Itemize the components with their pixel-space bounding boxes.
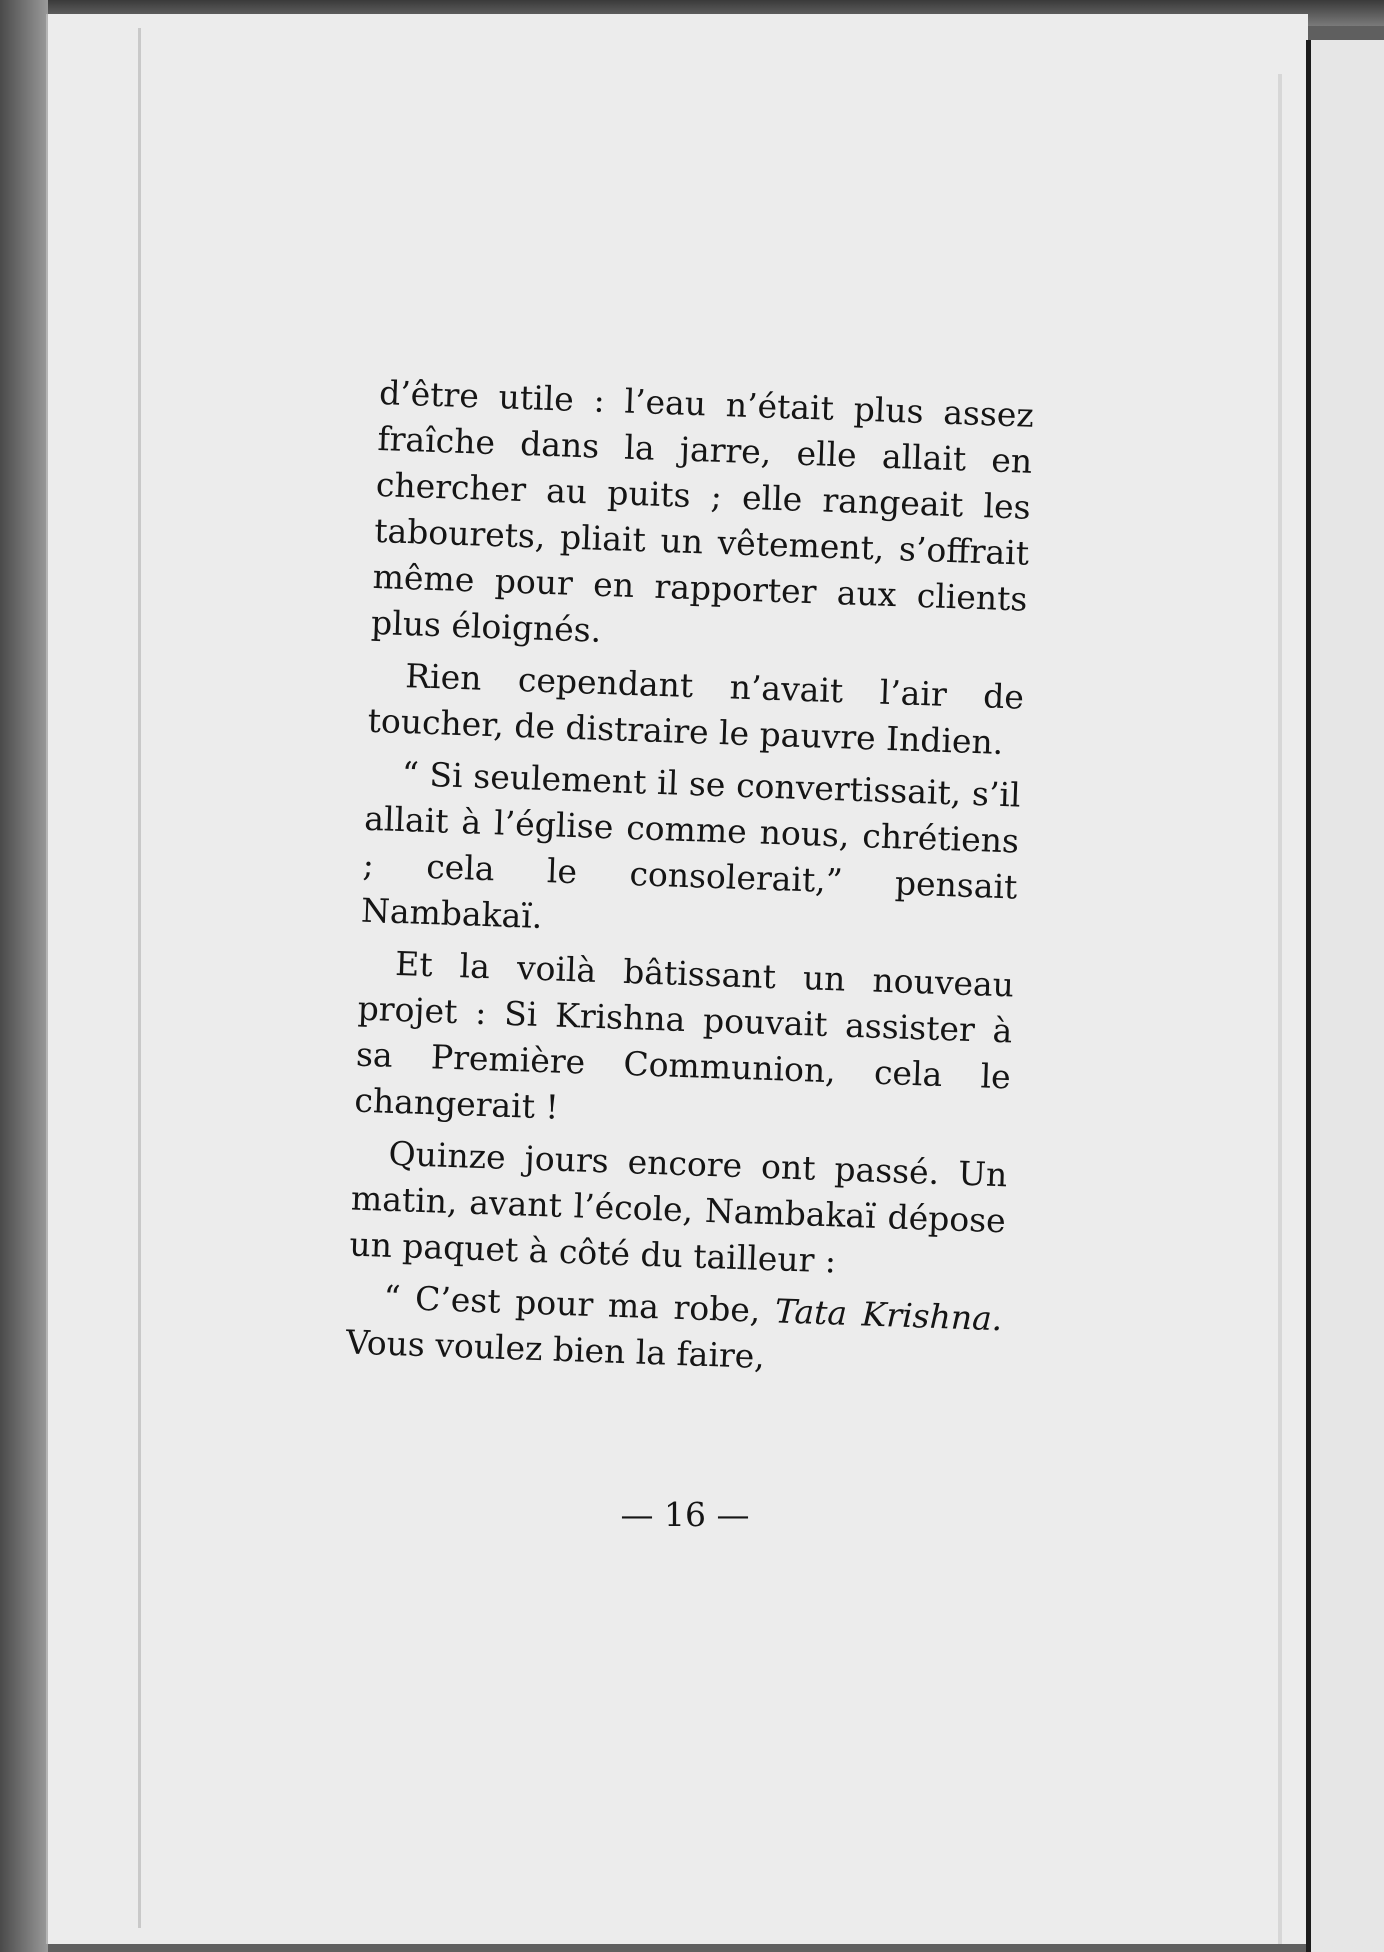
body-text [345,370,1035,1394]
page-number: — 16 — [620,1495,750,1534]
page-gutter-edge [138,28,141,1928]
paragraph-6 [345,1273,1003,1388]
paragraph-3: “ Si seulement il se convertissait, s’il allait à l’église comme nous, chrétiens ; cela le consolerait,” pensait Nambakaï. [360,754,1022,936]
paragraph-2: Rien cependant n’avait l’air de toucher, de distraire le pauvre Indien. [367,656,1025,762]
paragraph-5: Quinze jours encore ont passé. Un matin, avant l’école, Nambakaï dépose un paquet à côté du tailleur : [348,1133,1008,1281]
adjacent-page [1306,40,1384,1952]
paragraph-6-italic: Tata Krishna. [774,1291,1003,1339]
paragraph-6-start: “ C’est pour ma robe, [382,1277,776,1331]
right-page-edge [1278,74,1282,1944]
paragraph-4: Et la voilà bâtissant un nouveau projet : Si Krishna pouvait assister à sa Première Communion, cela le changerait ! [353,943,1015,1127]
paragraph-6-end: Vous voulez bien la faire, [345,1322,766,1377]
scan-left-shadow [0,0,48,1952]
paragraph-1: d’être utile : l’eau n’était plus assez fraîche dans la jarre, elle allait en chercher au puits ; elle rangeait les tabourets, pliait un vêtement, s’offrait même pour en rapporter aux clients plus éloignés. [370,372,1035,650]
